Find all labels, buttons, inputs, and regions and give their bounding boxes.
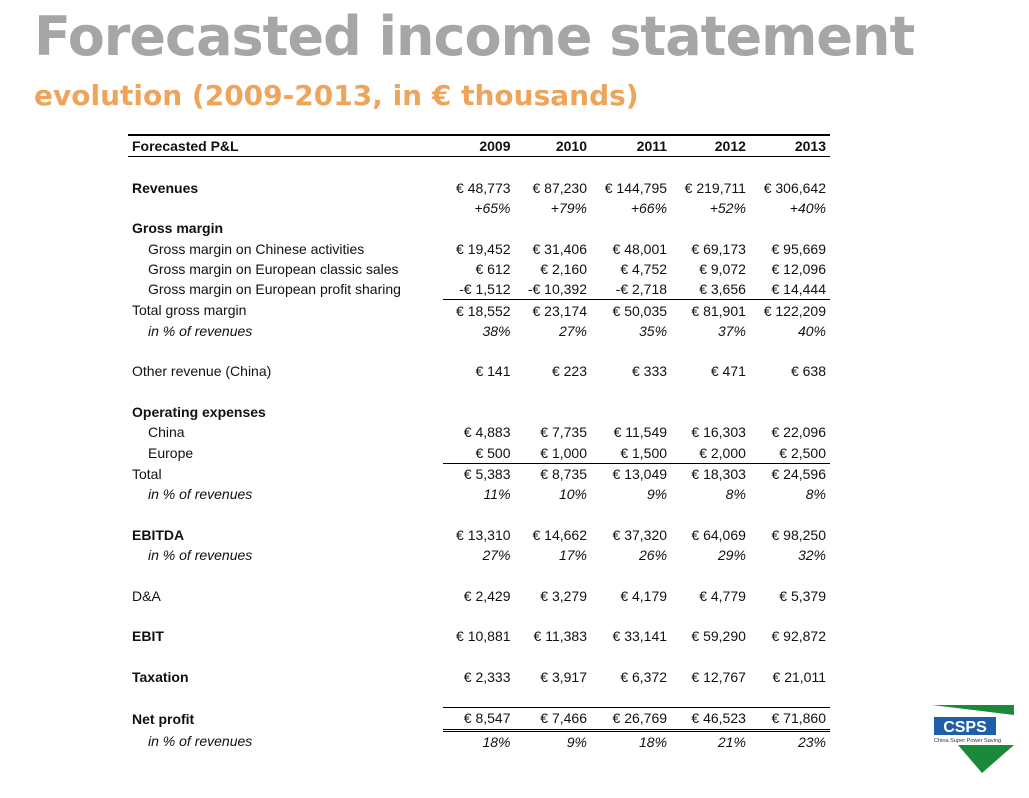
logo-text: CSPS (943, 719, 987, 736)
row-value: € 7,735 (540, 424, 587, 441)
header-year: 2012 (671, 135, 750, 157)
spacer-cell (128, 504, 830, 524)
row-value: € 5,379 (779, 587, 826, 604)
row-value: € 64,069 (691, 526, 746, 543)
row-value: € 4,752 (620, 260, 668, 277)
row-value: € 2,000 (699, 444, 746, 461)
row-value: +79% (550, 200, 587, 217)
row-value: € 12,096 (771, 260, 826, 277)
row-value: € 612 (475, 260, 511, 277)
row-value: € 9,072 (699, 260, 746, 277)
table-row (128, 463, 830, 484)
row-value: +40% (789, 200, 826, 217)
row-value: € 7,466 (515, 708, 591, 730)
row-value (515, 218, 591, 238)
row-value: € 144,795 (604, 179, 668, 196)
row-value: 26% (639, 547, 668, 564)
table-row (128, 259, 830, 279)
row-value: € 18,552 (443, 300, 514, 321)
row-label: Gross margin on Chinese activities (148, 240, 365, 257)
table-spacer-row (128, 687, 830, 708)
row-label: EBITDA (132, 526, 185, 543)
table-spacer-row (128, 646, 830, 666)
row-value: € 2,333 (463, 668, 511, 685)
page-title: Forecasted income statement (34, 5, 915, 68)
row-value (671, 402, 750, 422)
row-value: € 31,406 (532, 240, 587, 257)
table-row (128, 708, 830, 730)
row-value: € 37,320 (612, 526, 668, 543)
logo-green-top (932, 705, 1014, 715)
table-row (128, 198, 830, 218)
row-value: € 4,883 (463, 424, 511, 441)
row-label (128, 198, 443, 218)
row-value: € 48,773 (456, 179, 511, 196)
table-row (128, 586, 830, 606)
row-value: 35% (639, 322, 668, 339)
row-label: Gross margin (132, 220, 224, 237)
row-value: € 2,429 (463, 587, 511, 604)
row-value: € 141 (475, 363, 511, 380)
row-value: € 8,735 (515, 463, 591, 484)
table-row (128, 402, 830, 422)
table-row (128, 321, 830, 341)
row-label: Total gross margin (132, 302, 247, 319)
row-value: € 306,642 (763, 179, 826, 196)
row-label: EBIT (132, 628, 164, 645)
row-value: € 16,303 (691, 424, 746, 441)
header-label: Forecasted P&L (128, 135, 443, 157)
row-value: € 26,769 (591, 708, 671, 730)
row-label: Operating expenses (132, 404, 266, 420)
row-value: 18% (639, 733, 668, 750)
row-value: 32% (797, 547, 826, 564)
row-label: Revenues (132, 179, 199, 196)
spacer-cell (128, 646, 830, 666)
row-value: € 2,160 (540, 260, 587, 277)
row-value: 9% (646, 486, 668, 503)
row-value: € 8,547 (443, 708, 514, 730)
row-value: € 5,383 (443, 463, 514, 484)
row-value: € 87,230 (532, 179, 587, 196)
row-value: 9% (566, 733, 587, 750)
row-value: € 22,096 (771, 424, 826, 441)
row-value: +65% (474, 200, 511, 217)
spacer-cell (128, 565, 830, 585)
spacer-cell (128, 382, 830, 402)
csps-logo (930, 703, 1016, 775)
table-row (128, 279, 830, 300)
table-row (128, 300, 830, 321)
row-value: 8% (805, 486, 826, 503)
row-value: € 71,860 (750, 708, 830, 730)
row-value: € 11,383 (533, 628, 587, 645)
row-value: +66% (630, 200, 668, 217)
row-value: € 223 (551, 363, 587, 380)
table-spacer-row (128, 565, 830, 585)
row-value: € 12,767 (691, 668, 746, 685)
logo-tagline: China Super Power Saving (934, 738, 1002, 744)
table-spacer-row (128, 341, 830, 361)
header-year: 2010 (515, 135, 591, 157)
row-value: 27% (482, 547, 511, 564)
row-value: € 46,523 (671, 708, 750, 730)
row-value: € 2,500 (779, 444, 826, 461)
row-value: 10% (558, 486, 587, 503)
row-value: 23% (797, 733, 826, 750)
row-label: Net profit (132, 710, 195, 727)
row-value: € 59,290 (691, 628, 746, 645)
row-label: China (148, 424, 185, 441)
header-year: 2011 (591, 135, 671, 157)
row-value: € 95,669 (771, 240, 826, 257)
row-label: in % of revenues (148, 486, 253, 503)
table-row (128, 218, 830, 238)
row-value: € 3,917 (540, 668, 587, 685)
row-value: € 11,549 (613, 424, 668, 441)
spacer-cell (128, 341, 830, 361)
page-subtitle: evolution (2009-2013, in € thousands) (34, 79, 639, 112)
table-header-row (128, 135, 830, 157)
header-year: 2009 (443, 135, 514, 157)
row-value: € 6,372 (620, 668, 668, 685)
table-row (128, 484, 830, 504)
row-value: € 3,656 (699, 281, 746, 298)
row-value (671, 218, 750, 238)
row-value (515, 402, 591, 422)
row-value: € 24,596 (750, 463, 830, 484)
row-value: € 4,179 (620, 587, 668, 604)
row-value: € 122,209 (750, 300, 830, 321)
row-value: +52% (709, 200, 746, 217)
row-value: 21% (717, 733, 746, 750)
logo-green-bottom (958, 745, 1014, 773)
row-value: 18% (482, 733, 511, 750)
row-value: € 98,250 (771, 526, 826, 543)
row-value: € 1,000 (540, 444, 587, 461)
row-value: 27% (558, 322, 587, 339)
row-value: € 13,310 (456, 526, 511, 543)
row-value: € 48,001 (612, 240, 668, 257)
row-value: 37% (717, 322, 746, 339)
row-label: Gross margin on European classic sales (148, 260, 399, 277)
row-label: Gross margin on European profit sharing (148, 281, 401, 298)
table-row (128, 442, 830, 463)
row-value: -€ 10,392 (527, 281, 587, 298)
table-row (128, 178, 830, 198)
row-value (443, 218, 514, 238)
row-value: € 219,711 (684, 179, 746, 196)
table-row (128, 525, 830, 545)
spacer-cell (128, 606, 830, 626)
row-value: € 21,011 (772, 668, 826, 685)
table-row (128, 626, 830, 646)
row-value: 29% (717, 547, 746, 564)
spacer-cell (128, 157, 830, 178)
row-value: € 14,662 (532, 526, 587, 543)
row-value: € 69,173 (691, 240, 746, 257)
row-value: € 4,779 (699, 587, 746, 604)
table-row (128, 422, 830, 442)
row-label: in % of revenues (148, 547, 253, 564)
row-value: € 50,035 (591, 300, 671, 321)
spacer-cell (128, 687, 830, 708)
row-value: 8% (725, 486, 746, 503)
row-value: € 471 (710, 363, 746, 380)
row-value: € 13,049 (591, 463, 671, 484)
row-value (750, 218, 830, 238)
row-label: in % of revenues (148, 733, 253, 749)
table-spacer-row (128, 157, 830, 178)
row-value: 17% (558, 547, 587, 564)
row-value: € 18,303 (671, 463, 750, 484)
row-label: Europe (148, 444, 194, 461)
table-spacer-row (128, 606, 830, 626)
row-value: 38% (482, 322, 511, 339)
row-value (591, 402, 671, 422)
table-row (128, 238, 830, 258)
table-body (128, 157, 830, 752)
row-value: € 33,141 (612, 628, 668, 645)
row-label: Total (132, 465, 162, 482)
row-value: € 500 (475, 444, 511, 461)
table-row (128, 545, 830, 565)
row-value: 40% (797, 322, 826, 339)
row-label: Taxation (132, 668, 189, 685)
row-value: € 81,901 (671, 300, 750, 321)
row-value (591, 218, 671, 238)
row-value: -€ 1,512 (459, 281, 511, 298)
row-value: € 333 (632, 363, 668, 380)
row-value: € 3,279 (540, 587, 587, 604)
table-row (128, 667, 830, 687)
table-spacer-row (128, 382, 830, 402)
row-label: in % of revenues (148, 322, 253, 339)
row-value: € 19,452 (456, 240, 511, 257)
income-statement-table (128, 134, 830, 752)
row-value (750, 402, 830, 422)
header-year: 2013 (750, 135, 830, 157)
row-value: € 1,500 (620, 444, 668, 461)
row-value: -€ 2,718 (615, 281, 668, 298)
row-label: Other revenue (China) (132, 363, 272, 380)
row-value (443, 402, 514, 422)
row-value: € 14,444 (771, 281, 826, 298)
row-label: D&A (132, 587, 161, 604)
row-value: € 10,881 (456, 628, 511, 645)
row-value: € 92,872 (771, 628, 826, 645)
table-spacer-row (128, 504, 830, 524)
row-value: € 23,174 (515, 300, 591, 321)
row-value: 11% (483, 486, 511, 503)
table-row (128, 361, 830, 381)
table-row (128, 730, 830, 752)
row-value: € 638 (790, 363, 826, 380)
